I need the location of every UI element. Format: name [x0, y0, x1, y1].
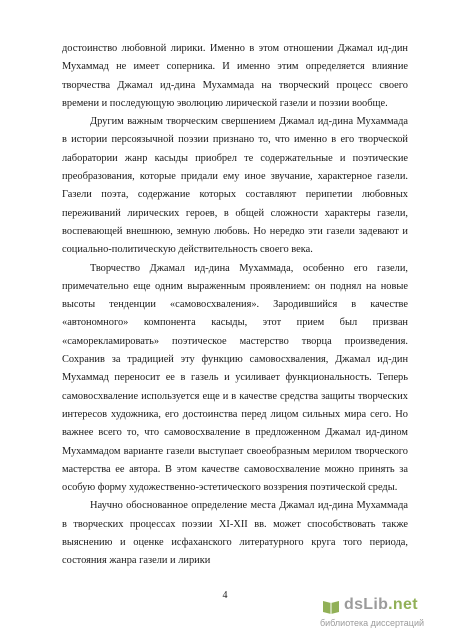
- paragraph-1: достоинство любовной лирики. Именно в этом отношении Джамал ид-дин Мухаммад не имеет соперника. И именно этим определяется влияние творчества Джамал ид-дина Мухаммада на творческий процесс своего времени и последующую эволюцию лирической газели и поэзии вообще.: [62, 43, 408, 109]
- book-logo-icon: [322, 598, 340, 614]
- watermark-caption: библиотека диссертаций: [320, 618, 425, 628]
- document-body: [62, 40, 408, 571]
- paragraph-4: Научно обоснованное определение места Джамал ид-дина Мухаммада в творческих процессах поэзии XI-XII вв. может способствовать также выяснению и оценке исфаханского литературного круга того периода, состояния жанра газели и лирики: [62, 500, 408, 567]
- watermark-site-suffix: .net: [388, 596, 418, 613]
- page-number: 4: [222, 590, 228, 601]
- watermark-site-name: [344, 596, 418, 614]
- site-watermark[interactable]: [320, 596, 440, 632]
- paragraph-2: Другим важным творческим свершением Джамал ид-дина Мухаммада в истории персоязычной поэзии признано то, что именно в его творческой лаборатории жанр касыды приобрел те содержательные и поэтические преобразования, которые придали ему иное звучание, характерное газели. Газели поэта, содержание которых составляют перипетии любовных переживаний лирических героев, в общей сложности характеры газели, воспевающей внешнюю, земную любовь. Но нередко эти газели задевают и социально-политическую действительность своего века.: [62, 116, 408, 256]
- paragraph-3: Творчество Джамал ид-дина Мухаммада, особенно его газели, примечательно еще одним выраженным проявлением: он поднял на новые высоты тенденции «самовосхваления». Зародившийся в качестве «автономного» компонента касыды, этот прием был призван «саморекламировать» поэтическое мастерство творца произведения. Сохранив за традицией эту функцию самовосхваления, Джамал ид-дин Мухаммад переносит ее в газель и усиливает функциональность. Теперь самовосхваление используется еще и в качестве средства защиты творческих интересов художника, его достоинства перед лицом сильных мира сего. Но важнее всего то, что самовосхваление в предложенном Джамал ид-дином Мухаммадом варианте газели выступает своеобразным мерилом творческого мастерства ее автора. В этом качестве самовосхваление можно принять за особую форму художественно-эстетического воззрения поэтической среды.: [62, 262, 408, 494]
- watermark-site-prefix: dsLib: [344, 596, 389, 613]
